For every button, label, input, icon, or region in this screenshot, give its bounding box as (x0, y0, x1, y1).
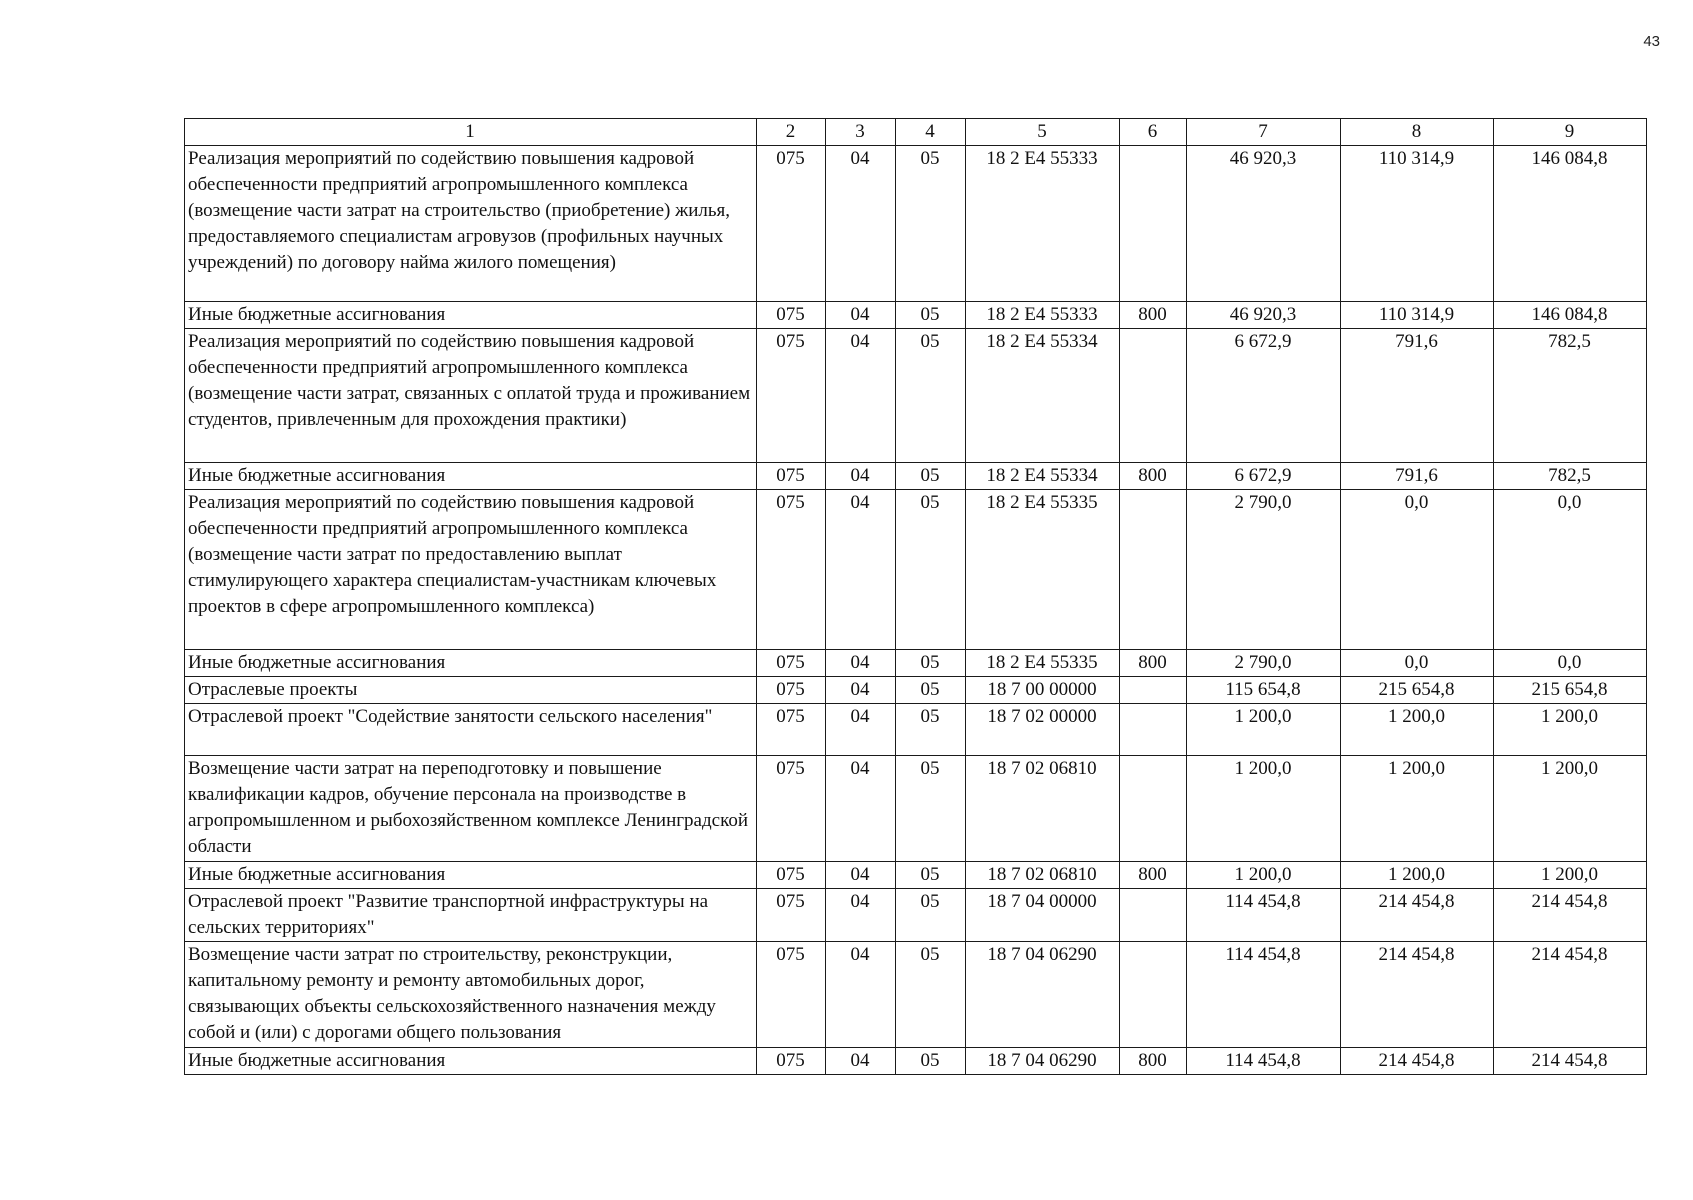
expense-type-cell (1120, 146, 1187, 302)
row-name-cell: Иные бюджетные ассигнования (185, 302, 757, 329)
header-cell: 4 (896, 119, 966, 146)
table-row (185, 650, 1647, 677)
target-article-cell: 18 7 04 00000 (966, 889, 1120, 942)
expense-type-cell: 800 (1120, 650, 1187, 677)
row-name-cell: Иные бюджетные ассигнования (185, 862, 757, 889)
section-cell: 04 (826, 650, 896, 677)
table-row (185, 146, 1647, 302)
subsection-cell: 05 (896, 1048, 966, 1075)
amount-cell: 0,0 (1341, 650, 1494, 677)
row-name-cell: Иные бюджетные ассигнования (185, 650, 757, 677)
row-name-cell: Возмещение части затрат на переподготовку и повышение квалификации кадров, обучение персонала на производстве в агропромышленном и рыбохозяйственном комплексе Ленинградской области (185, 756, 757, 862)
target-article-cell: 18 2 Е4 55333 (966, 146, 1120, 302)
amount-cell: 115 654,8 (1187, 677, 1341, 704)
amount-cell: 1 200,0 (1187, 704, 1341, 756)
row-name-cell: Иные бюджетные ассигнования (185, 1048, 757, 1075)
target-article-cell: 18 2 Е4 55333 (966, 302, 1120, 329)
amount-cell: 114 454,8 (1187, 1048, 1341, 1075)
section-cell: 04 (826, 942, 896, 1048)
code-cell: 075 (757, 329, 826, 463)
table-row (185, 1048, 1647, 1075)
code-cell: 075 (757, 146, 826, 302)
header-cell: 9 (1494, 119, 1647, 146)
amount-cell: 114 454,8 (1187, 942, 1341, 1048)
section-cell: 04 (826, 490, 896, 650)
amount-cell: 215 654,8 (1494, 677, 1647, 704)
expense-type-cell (1120, 704, 1187, 756)
section-cell: 04 (826, 889, 896, 942)
amount-cell: 6 672,9 (1187, 329, 1341, 463)
row-name-cell: Отраслевой проект "Содействие занятости сельского населения" (185, 704, 757, 756)
amount-cell: 6 672,9 (1187, 463, 1341, 490)
code-cell: 075 (757, 889, 826, 942)
amount-cell: 0,0 (1494, 650, 1647, 677)
expense-type-cell (1120, 889, 1187, 942)
amount-cell: 1 200,0 (1494, 704, 1647, 756)
section-cell: 04 (826, 329, 896, 463)
budget-table (184, 118, 1647, 1075)
amount-cell: 1 200,0 (1341, 862, 1494, 889)
section-cell: 04 (826, 862, 896, 889)
header-cell: 2 (757, 119, 826, 146)
table-row (185, 329, 1647, 463)
code-cell: 075 (757, 1048, 826, 1075)
code-cell: 075 (757, 862, 826, 889)
expense-type-cell: 800 (1120, 463, 1187, 490)
expense-type-cell (1120, 490, 1187, 650)
subsection-cell: 05 (896, 146, 966, 302)
table-row (185, 704, 1647, 756)
amount-cell: 791,6 (1341, 463, 1494, 490)
subsection-cell: 05 (896, 862, 966, 889)
code-cell: 075 (757, 942, 826, 1048)
amount-cell: 1 200,0 (1341, 756, 1494, 862)
subsection-cell: 05 (896, 490, 966, 650)
header-cell: 8 (1341, 119, 1494, 146)
amount-cell: 1 200,0 (1187, 756, 1341, 862)
code-cell: 075 (757, 677, 826, 704)
amount-cell: 782,5 (1494, 329, 1647, 463)
target-article-cell: 18 7 04 06290 (966, 942, 1120, 1048)
header-cell: 7 (1187, 119, 1341, 146)
section-cell: 04 (826, 302, 896, 329)
target-article-cell: 18 7 00 00000 (966, 677, 1120, 704)
amount-cell: 1 200,0 (1494, 862, 1647, 889)
table-row (185, 463, 1647, 490)
table-row (185, 490, 1647, 650)
table-row (185, 302, 1647, 329)
subsection-cell: 05 (896, 650, 966, 677)
table-row (185, 756, 1647, 862)
code-cell: 075 (757, 756, 826, 862)
amount-cell: 110 314,9 (1341, 146, 1494, 302)
section-cell: 04 (826, 677, 896, 704)
target-article-cell: 18 2 Е4 55335 (966, 650, 1120, 677)
table-row (185, 889, 1647, 942)
row-name-cell: Отраслевой проект "Развитие транспортной инфраструктуры на сельских территориях" (185, 889, 757, 942)
section-cell: 04 (826, 756, 896, 862)
code-cell: 075 (757, 704, 826, 756)
table-header-row (185, 119, 1647, 146)
expense-type-cell: 800 (1120, 1048, 1187, 1075)
target-article-cell: 18 7 02 06810 (966, 862, 1120, 889)
amount-cell: 2 790,0 (1187, 490, 1341, 650)
row-name-cell: Реализация мероприятий по содействию повышения кадровой обеспеченности предприятий агропромышленного комплекса (возмещение части затрат, связанных с оплатой труда и проживанием студентов, привлеченным для прохождения практики) (185, 329, 757, 463)
target-article-cell: 18 2 Е4 55335 (966, 490, 1120, 650)
code-cell: 075 (757, 490, 826, 650)
row-name-cell: Возмещение части затрат по строительству, реконструкции, капитальному ремонту и ремонту автомобильных дорог, связывающих объекты сельскохозяйственного назначения между собой и (или) с дорогами общего пользования (185, 942, 757, 1048)
table-row (185, 677, 1647, 704)
expense-type-cell (1120, 756, 1187, 862)
table-row (185, 862, 1647, 889)
subsection-cell: 05 (896, 704, 966, 756)
amount-cell: 146 084,8 (1494, 146, 1647, 302)
header-cell: 3 (826, 119, 896, 146)
subsection-cell: 05 (896, 677, 966, 704)
header-cell: 1 (185, 119, 757, 146)
amount-cell: 114 454,8 (1187, 889, 1341, 942)
row-name-cell: Иные бюджетные ассигнования (185, 463, 757, 490)
amount-cell: 1 200,0 (1341, 704, 1494, 756)
code-cell: 075 (757, 650, 826, 677)
amount-cell: 214 454,8 (1341, 1048, 1494, 1075)
expense-type-cell (1120, 329, 1187, 463)
amount-cell: 214 454,8 (1494, 942, 1647, 1048)
table-row (185, 942, 1647, 1048)
section-cell: 04 (826, 463, 896, 490)
amount-cell: 46 920,3 (1187, 146, 1341, 302)
row-name-cell: Реализация мероприятий по содействию повышения кадровой обеспеченности предприятий агропромышленного комплекса (возмещение части затрат на строительство (приобретение) жилья, предоставляемого специалистам агровузов (профильных научных учреждений) по договору найма жилого помещения) (185, 146, 757, 302)
subsection-cell: 05 (896, 889, 966, 942)
amount-cell: 214 454,8 (1494, 1048, 1647, 1075)
row-name-cell: Реализация мероприятий по содействию повышения кадровой обеспеченности предприятий агропромышленного комплекса (возмещение части затрат по предоставлению выплат стимулирующего характера специалистам-участникам ключевых проектов в сфере агропромышленного комплекса) (185, 490, 757, 650)
expense-type-cell: 800 (1120, 302, 1187, 329)
header-cell: 5 (966, 119, 1120, 146)
amount-cell: 782,5 (1494, 463, 1647, 490)
amount-cell: 214 454,8 (1341, 889, 1494, 942)
target-article-cell: 18 7 02 00000 (966, 704, 1120, 756)
code-cell: 075 (757, 463, 826, 490)
target-article-cell: 18 2 Е4 55334 (966, 463, 1120, 490)
code-cell: 075 (757, 302, 826, 329)
section-cell: 04 (826, 1048, 896, 1075)
subsection-cell: 05 (896, 329, 966, 463)
target-article-cell: 18 2 Е4 55334 (966, 329, 1120, 463)
section-cell: 04 (826, 704, 896, 756)
subsection-cell: 05 (896, 756, 966, 862)
row-name-cell: Отраслевые проекты (185, 677, 757, 704)
subsection-cell: 05 (896, 463, 966, 490)
target-article-cell: 18 7 04 06290 (966, 1048, 1120, 1075)
expense-type-cell (1120, 677, 1187, 704)
amount-cell: 110 314,9 (1341, 302, 1494, 329)
page-number: 43 (1643, 33, 1660, 50)
target-article-cell: 18 7 02 06810 (966, 756, 1120, 862)
amount-cell: 2 790,0 (1187, 650, 1341, 677)
amount-cell: 214 454,8 (1341, 942, 1494, 1048)
amount-cell: 46 920,3 (1187, 302, 1341, 329)
subsection-cell: 05 (896, 302, 966, 329)
expense-type-cell: 800 (1120, 862, 1187, 889)
subsection-cell: 05 (896, 942, 966, 1048)
amount-cell: 0,0 (1494, 490, 1647, 650)
amount-cell: 146 084,8 (1494, 302, 1647, 329)
amount-cell: 1 200,0 (1494, 756, 1647, 862)
section-cell: 04 (826, 146, 896, 302)
amount-cell: 791,6 (1341, 329, 1494, 463)
amount-cell: 1 200,0 (1187, 862, 1341, 889)
header-cell: 6 (1120, 119, 1187, 146)
amount-cell: 214 454,8 (1494, 889, 1647, 942)
expense-type-cell (1120, 942, 1187, 1048)
amount-cell: 215 654,8 (1341, 677, 1494, 704)
amount-cell: 0,0 (1341, 490, 1494, 650)
